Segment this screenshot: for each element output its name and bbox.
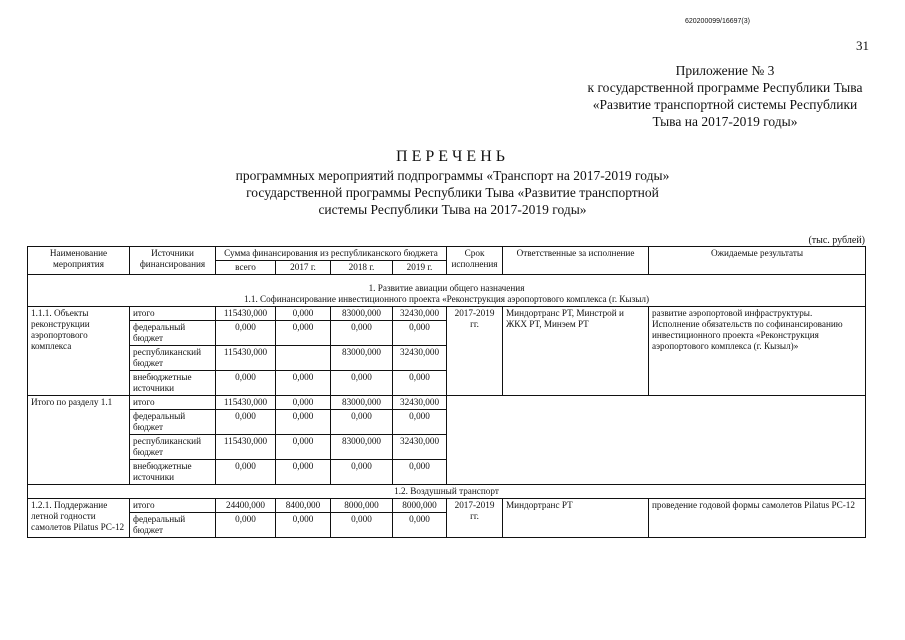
col-header-total: всего [216, 261, 276, 275]
value-cell: 0,000 [216, 321, 276, 346]
value-cell: 83000,000 [331, 396, 393, 410]
value-cell: 8400,000 [276, 499, 331, 513]
value-cell: 0,000 [393, 460, 447, 485]
value-cell [276, 346, 331, 371]
value-cell: 115430,000 [216, 346, 276, 371]
col-header-sources: Источники финансирования [130, 247, 216, 275]
value-cell: 0,000 [276, 435, 331, 460]
value-cell: 0,000 [276, 513, 331, 538]
units-label: (тыс. рублей) [808, 235, 865, 246]
value-cell: 0,000 [331, 460, 393, 485]
section-row [28, 275, 866, 307]
table-row [28, 396, 866, 410]
source-cell: внебюджетные источники [130, 371, 216, 396]
table-row [28, 499, 866, 513]
section-row [28, 485, 866, 499]
value-cell: 0,000 [393, 410, 447, 435]
source-cell: республиканский бюджет [130, 435, 216, 460]
annex-block [560, 62, 890, 130]
source-cell: федеральный бюджет [130, 321, 216, 346]
document-id: 620200099/16697(3) [684, 18, 750, 25]
value-cell: 0,000 [331, 513, 393, 538]
table-row [28, 307, 866, 321]
value-cell: 0,000 [331, 321, 393, 346]
col-header-2017: 2017 г. [276, 261, 331, 275]
subtitle-line: государственной программы Республики Тыва «Развитие транспортной [246, 185, 659, 200]
col-header-2018: 2018 г. [331, 261, 393, 275]
value-cell: 24400,000 [216, 499, 276, 513]
value-cell: 0,000 [276, 396, 331, 410]
value-cell: 0,000 [276, 410, 331, 435]
value-cell: 0,000 [276, 307, 331, 321]
value-cell: 0,000 [276, 460, 331, 485]
value-cell: 115430,000 [216, 396, 276, 410]
value-cell: 0,000 [331, 410, 393, 435]
empty-cell [447, 396, 866, 485]
col-header-term: Срок исполнения [447, 247, 503, 275]
value-cell: 32430,000 [393, 396, 447, 410]
item-name: 1.2.1. Поддержание летной годности самолетов Pilatus PC-12 [28, 499, 130, 538]
section-title: 1. Развитие авиации общего назначения [368, 283, 525, 293]
value-cell: 0,000 [393, 513, 447, 538]
subtitle-line: системы Республики Тыва на 2017-2019 годы» [318, 202, 587, 217]
value-cell: 0,000 [216, 513, 276, 538]
value-cell: 83000,000 [331, 307, 393, 321]
value-cell: 0,000 [393, 371, 447, 396]
value-cell: 0,000 [331, 371, 393, 396]
value-cell: 8000,000 [393, 499, 447, 513]
value-cell: 0,000 [276, 371, 331, 396]
source-cell: итого [130, 307, 216, 321]
document-subtitle [200, 167, 705, 218]
subtitle-line: программных мероприятий подпрограммы «Транспорт на 2017-2019 годы» [235, 168, 670, 183]
results-cell: развитие аэропортовой инфраструктуры. Исполнение обязательств по софинансированию инвестиционного проекта «Реконструкция аэропортового комплекса (г. Кызыл)» [649, 307, 866, 396]
annex-line: к государственной программе Республики Тыва [587, 80, 863, 95]
value-cell: 83000,000 [331, 346, 393, 371]
total-name: Итого по разделу 1.1 [28, 396, 130, 485]
responsible-cell: Миндортранс РТ, Минстрой и ЖКХ РТ, Минэем РТ [503, 307, 649, 396]
value-cell: 115430,000 [216, 435, 276, 460]
source-cell: итого [130, 396, 216, 410]
page-number: 31 [856, 38, 869, 53]
term-cell: 2017-2019 гг. [447, 499, 503, 538]
value-cell: 0,000 [216, 460, 276, 485]
value-cell: 0,000 [276, 321, 331, 346]
annex-line: «Развитие транспортной системы Республики [592, 97, 858, 112]
source-cell: внебюджетные источники [130, 460, 216, 485]
header-row [28, 247, 866, 261]
item-name: 1.1.1. Объекты реконструкции аэропортового комплекса [28, 307, 130, 396]
value-cell: 32430,000 [393, 346, 447, 371]
col-header-funding: Сумма финансирования из республиканского бюджета [216, 247, 447, 261]
source-cell: федеральный бюджет [130, 410, 216, 435]
col-header-responsible: Ответственные за исполнение [503, 247, 649, 275]
document-title: ПЕРЕЧЕНЬ [396, 148, 509, 165]
col-header-results: Ожидаемые результаты [649, 247, 866, 275]
value-cell: 32430,000 [393, 435, 447, 460]
col-header-2019: 2019 г. [393, 261, 447, 275]
col-header-name: Наименование мероприятия [28, 247, 130, 275]
source-cell: итого [130, 499, 216, 513]
value-cell: 115430,000 [216, 307, 276, 321]
annex-line: Тыва на 2017-2019 годы» [652, 114, 798, 129]
section-subtitle: 1.1. Софинансирование инвестиционного проекта «Реконструкция аэропортового комплекса (г. Кызыл) [243, 294, 650, 304]
section-title-cell [28, 275, 866, 307]
value-cell: 8000,000 [331, 499, 393, 513]
programme-table [27, 246, 866, 538]
value-cell: 32430,000 [393, 307, 447, 321]
value-cell: 0,000 [216, 371, 276, 396]
section-title: 1.2. Воздушный транспорт [28, 485, 866, 499]
annex-line: Приложение № 3 [675, 63, 775, 78]
value-cell: 0,000 [393, 321, 447, 346]
value-cell: 83000,000 [331, 435, 393, 460]
responsible-cell: Миндортранс РТ [503, 499, 649, 538]
value-cell: 0,000 [216, 410, 276, 435]
source-cell: федеральный бюджет [130, 513, 216, 538]
results-cell: проведение годовой формы самолетов Pilatus PC-12 [649, 499, 866, 538]
source-cell: республиканский бюджет [130, 346, 216, 371]
term-cell: 2017-2019 гг. [447, 307, 503, 396]
